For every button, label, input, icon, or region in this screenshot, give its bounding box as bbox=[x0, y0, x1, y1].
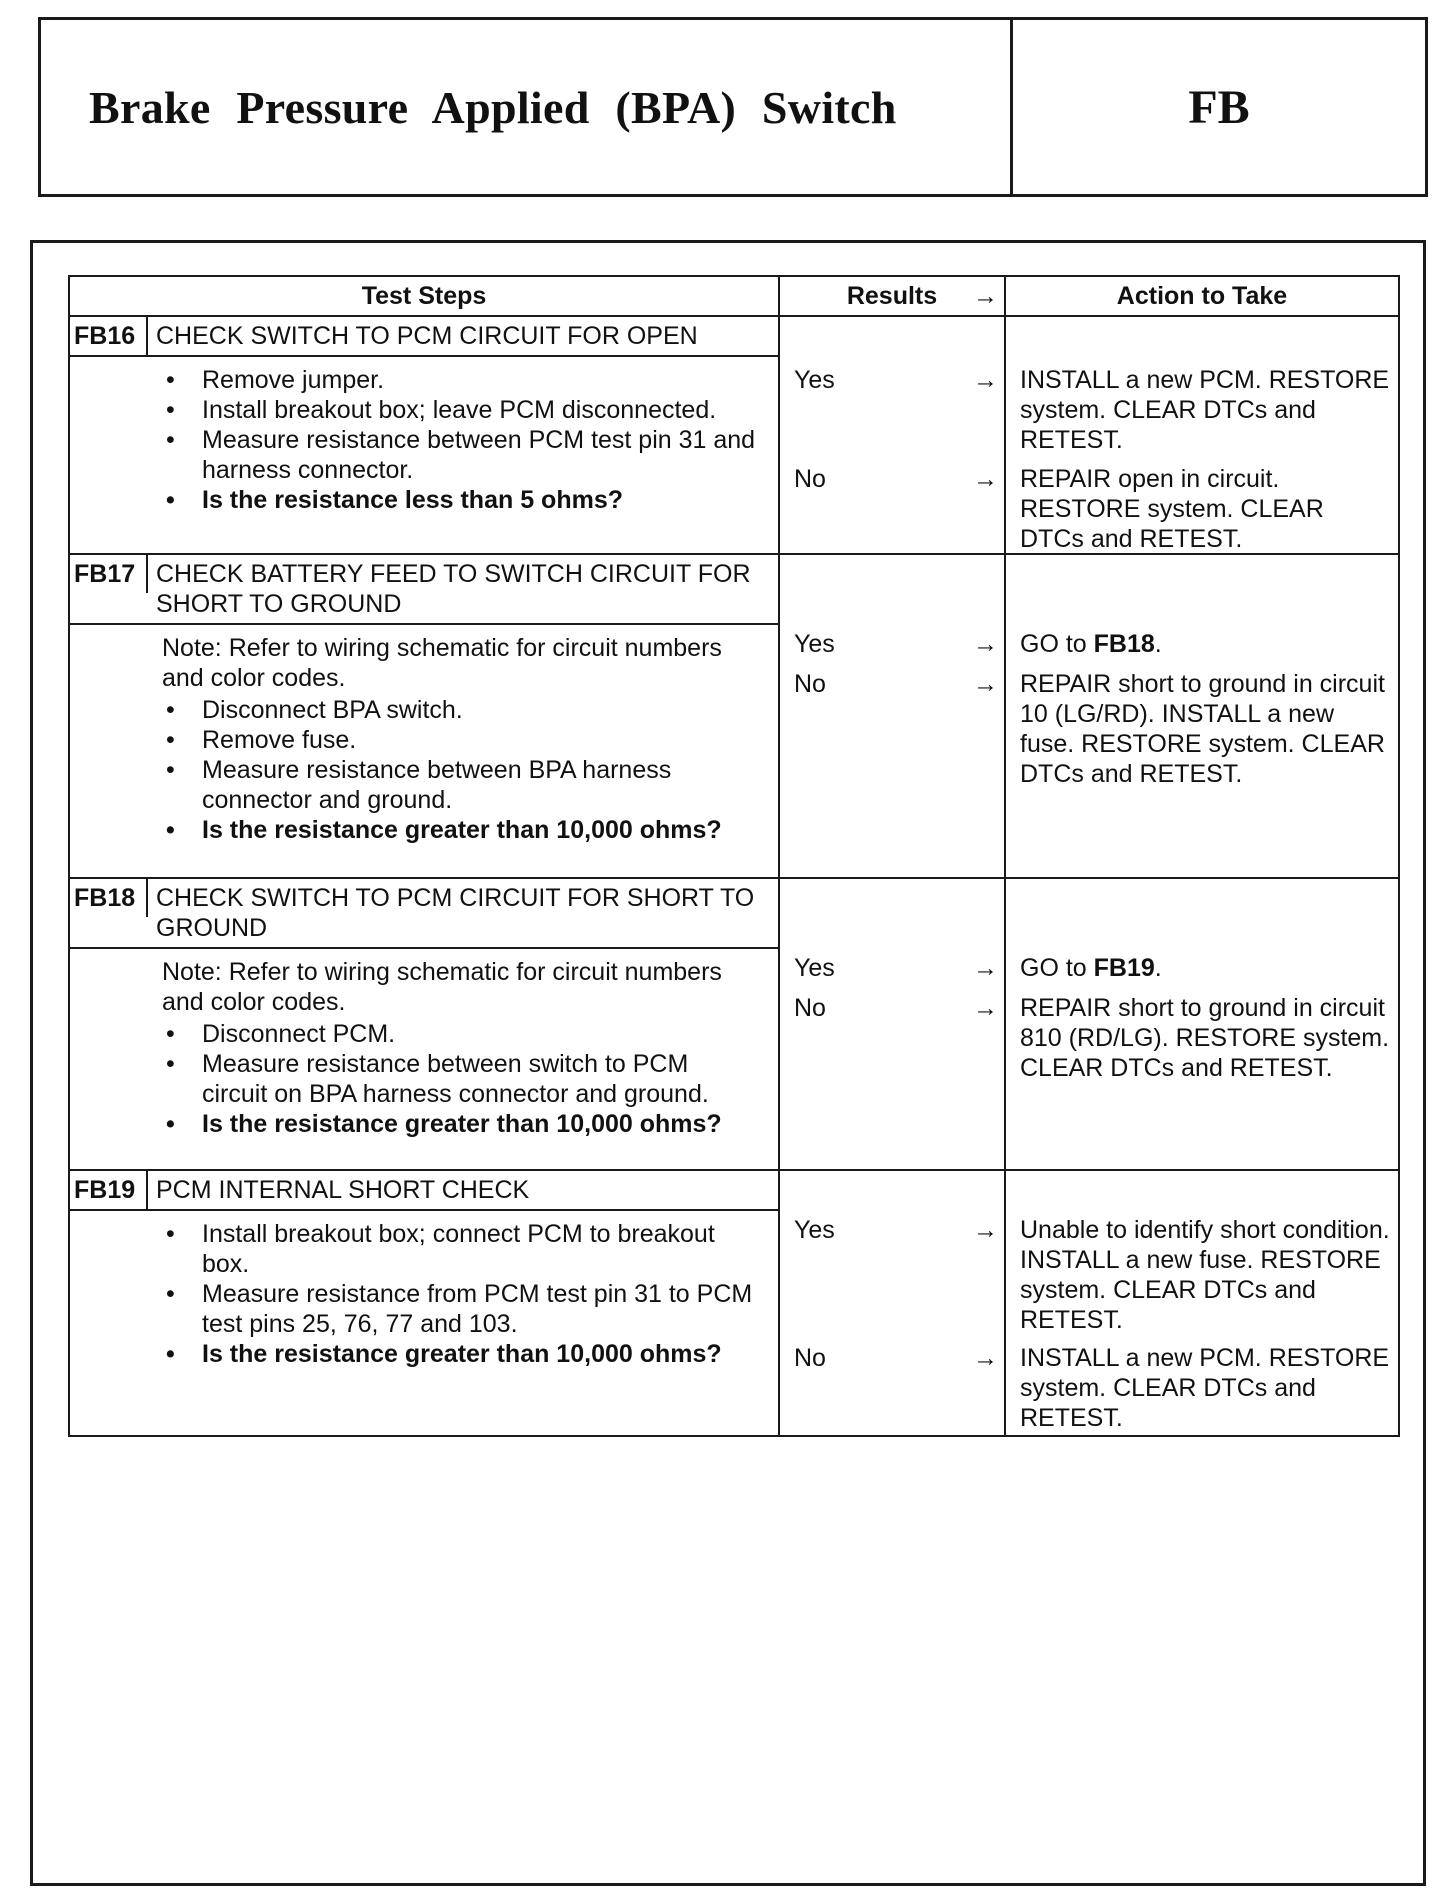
step-code: FB19 bbox=[70, 1171, 148, 1209]
step-question: • Is the resistance greater than 10,000 ohms? bbox=[162, 1339, 758, 1369]
step-header bbox=[70, 879, 778, 949]
arrow-icon: → bbox=[973, 630, 998, 658]
result-no bbox=[794, 464, 1000, 494]
result-yes bbox=[794, 953, 1000, 983]
table-header-row bbox=[69, 276, 1399, 316]
goto-link[interactable]: FB18 bbox=[1093, 630, 1155, 658]
result-no bbox=[794, 669, 1000, 699]
step-code: FB16 bbox=[70, 317, 148, 355]
list-item: • Install breakout box; connect PCM to breakout box. bbox=[162, 1219, 758, 1279]
arrow-icon: → bbox=[973, 954, 998, 982]
result-yes bbox=[794, 629, 1000, 659]
list-item: • Measure resistance between switch to PCM circuit on BPA harness connector and ground. bbox=[162, 1049, 758, 1109]
results-cell bbox=[779, 554, 1005, 878]
action-text bbox=[1020, 953, 1392, 983]
arrow-icon: → bbox=[973, 670, 998, 698]
step-question: • Is the resistance greater than 10,000 ohms? bbox=[162, 815, 758, 845]
section-code: FB bbox=[1188, 80, 1250, 134]
result-label: Yes bbox=[794, 954, 835, 982]
action-cell bbox=[1005, 554, 1399, 878]
step-note: Note: Refer to wiring schematic for circuit numbers and color codes. bbox=[162, 634, 722, 692]
header-action: Action to Take bbox=[1005, 276, 1399, 316]
header-results-label: Results bbox=[846, 282, 938, 310]
header-results bbox=[779, 276, 1005, 316]
results-cell bbox=[779, 878, 1005, 1170]
arrow-icon: → bbox=[973, 465, 998, 493]
step-note: Note: Refer to wiring schematic for circuit numbers and color codes. bbox=[162, 958, 722, 1016]
list-item: • Remove jumper. bbox=[162, 365, 758, 395]
result-yes bbox=[794, 365, 1000, 395]
list-item: • Measure resistance between BPA harness connector and ground. bbox=[162, 755, 758, 815]
page-title: Brake Pressure Applied (BPA) Switch bbox=[41, 20, 1013, 194]
step-bullets bbox=[162, 1019, 758, 1139]
list-item: • Measure resistance from PCM test pin 31 to PCM test pins 25, 76, 77 and 103. bbox=[162, 1279, 758, 1339]
list-item: • Disconnect PCM. bbox=[162, 1019, 758, 1049]
list-item: • Disconnect BPA switch. bbox=[162, 695, 758, 725]
result-yes bbox=[794, 1215, 1000, 1245]
step-cell bbox=[69, 316, 779, 554]
action-cell bbox=[1005, 1170, 1399, 1436]
step-body bbox=[70, 1211, 778, 1377]
table-row bbox=[69, 554, 1399, 878]
list-item: • Measure resistance between PCM test pin 31 and harness connector. bbox=[162, 425, 758, 485]
step-code: FB18 bbox=[70, 879, 148, 917]
results-cell bbox=[779, 316, 1005, 554]
action-prefix: GO to bbox=[1020, 630, 1094, 658]
result-label: No bbox=[794, 670, 826, 698]
step-header bbox=[70, 555, 778, 625]
arrow-icon: → bbox=[973, 1344, 998, 1372]
step-bullets bbox=[162, 1219, 758, 1369]
action-text: Unable to identify short condition. INSTALL a new fuse. RESTORE system. CLEAR DTCs and RETEST. bbox=[1020, 1216, 1390, 1334]
test-steps-table bbox=[68, 275, 1400, 1437]
action-cell bbox=[1005, 316, 1399, 554]
step-body bbox=[70, 625, 778, 853]
table-row bbox=[69, 878, 1399, 1170]
step-question: • Is the resistance greater than 10,000 ohms? bbox=[162, 1109, 758, 1139]
action-text bbox=[1020, 629, 1392, 659]
action-text: REPAIR short to ground in circuit 10 (LG/RD). INSTALL a new fuse. RESTORE system. CLEAR DTCs and RETEST. bbox=[1020, 670, 1385, 788]
result-label: Yes bbox=[794, 1216, 835, 1244]
table-row bbox=[69, 316, 1399, 554]
result-label: No bbox=[794, 1344, 826, 1372]
action-prefix: GO to bbox=[1020, 954, 1094, 982]
action-suffix: . bbox=[1154, 954, 1162, 982]
list-item: • Install breakout box; leave PCM disconnected. bbox=[162, 395, 758, 425]
result-label: Yes bbox=[794, 366, 835, 394]
action-suffix: . bbox=[1154, 630, 1162, 658]
result-label: No bbox=[794, 465, 826, 493]
result-no bbox=[794, 1343, 1000, 1373]
step-question: • Is the resistance less than 5 ohms? bbox=[162, 485, 758, 515]
step-cell bbox=[69, 554, 779, 878]
action-text: INSTALL a new PCM. RESTORE system. CLEAR DTCs and RETEST. bbox=[1020, 1344, 1390, 1432]
step-title: CHECK BATTERY FEED TO SWITCH CIRCUIT FOR SHORT TO GROUND bbox=[156, 560, 751, 618]
result-label: No bbox=[794, 994, 826, 1022]
step-cell bbox=[69, 1170, 779, 1436]
action-cell bbox=[1005, 878, 1399, 1170]
step-title: PCM INTERNAL SHORT CHECK bbox=[156, 1176, 530, 1204]
action-text: REPAIR short to ground in circuit 810 (RD/LG). RESTORE system. CLEAR DTCs and RETEST. bbox=[1020, 994, 1390, 1082]
step-title: CHECK SWITCH TO PCM CIRCUIT FOR OPEN bbox=[156, 322, 698, 350]
step-code: FB17 bbox=[70, 555, 148, 593]
table-row bbox=[69, 1170, 1399, 1436]
result-label: Yes bbox=[794, 630, 835, 658]
header-box bbox=[38, 17, 1428, 197]
arrow-icon: → bbox=[973, 994, 998, 1022]
step-body bbox=[70, 357, 778, 523]
header-test-steps: Test Steps bbox=[69, 276, 779, 316]
arrow-icon: → bbox=[973, 282, 998, 310]
results-cell bbox=[779, 1170, 1005, 1436]
goto-link[interactable]: FB19 bbox=[1093, 954, 1155, 982]
step-bullets bbox=[162, 365, 758, 515]
arrow-icon: → bbox=[973, 1216, 998, 1244]
step-header bbox=[70, 1171, 778, 1211]
action-text: INSTALL a new PCM. RESTORE system. CLEAR DTCs and RETEST. bbox=[1020, 366, 1390, 454]
action-text: REPAIR open in circuit. RESTORE system. CLEAR DTCs and RETEST. bbox=[1020, 465, 1324, 553]
list-item: • Remove fuse. bbox=[162, 725, 758, 755]
step-body bbox=[70, 949, 778, 1147]
step-title: CHECK SWITCH TO PCM CIRCUIT FOR SHORT TO GROUND bbox=[156, 884, 755, 942]
step-header bbox=[70, 317, 778, 357]
arrow-icon: → bbox=[973, 366, 998, 394]
step-bullets bbox=[162, 695, 758, 845]
result-no bbox=[794, 993, 1000, 1023]
step-cell bbox=[69, 878, 779, 1170]
